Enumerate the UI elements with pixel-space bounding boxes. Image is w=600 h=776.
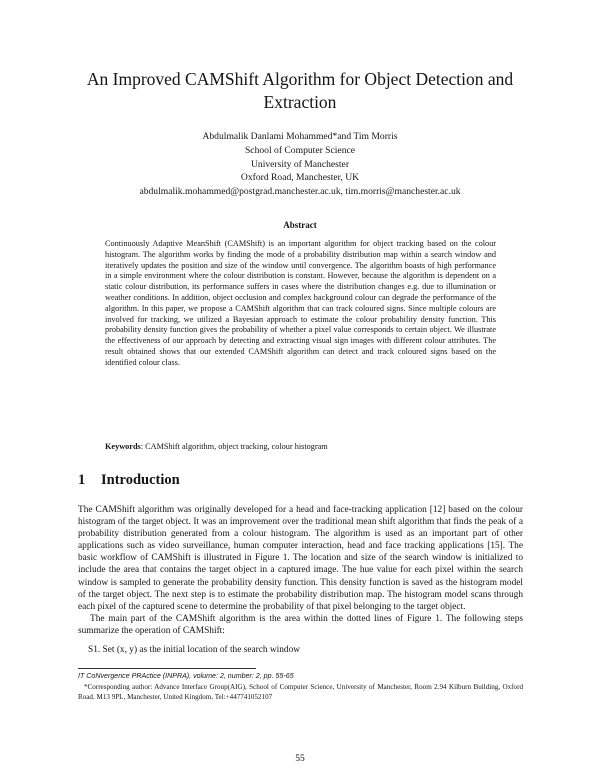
page-number: 55 bbox=[295, 754, 305, 764]
author-university: University of Manchester bbox=[250, 158, 350, 170]
keywords bbox=[105, 441, 496, 452]
step-s1: S1. Set (x, y) as the initial location of the search window bbox=[88, 645, 301, 655]
intro-paragraph-2: The main part of the CAMShift algorithm is the area within the dotted lines of Figure 1. The following steps summarize the operation of CAMShift: bbox=[78, 613, 523, 636]
keywords-label: Keywords bbox=[105, 442, 141, 451]
introduction-body bbox=[78, 504, 523, 637]
section-title: Introduction bbox=[101, 472, 180, 488]
footnotes bbox=[78, 671, 523, 703]
intro-paragraph-1: The CAMShift algorithm was originally developed for a head and face-tracking application [12] based on the colour histogram of the target object. It was an improvement over the traditional mean shift algorithm that finds the peak of a probability distribution generated from a colour histogram. The algorithm is used as an important part of other applications such as video surveillance, human computer interaction, head and face tracking applications [15]. The basic workflow of CAMShift is illustrated in Figure 1. The location and size of the search window is initialized to include the area that contains the target object in a captured image. The hue value for each pixel within the search window is sampled to generate the probability density function. This density function is saved as the histogram model of the target object. The next step is to estimate the probability distribution map. The histogram model scans through each pixel of the captured scene to determine the probability of that pixel belonging to the target object. bbox=[78, 505, 523, 612]
abstract-heading: Abstract bbox=[283, 220, 317, 230]
footnote-divider bbox=[78, 668, 256, 669]
author-emails[interactable]: abdulmalik.mohammed@postgrad.manchester.ac.uk, tim.morris@manchester.ac.uk bbox=[139, 186, 461, 198]
author-block bbox=[40, 130, 560, 199]
author-department: School of Computer Science bbox=[244, 144, 356, 156]
section-number: 1 bbox=[78, 472, 86, 488]
keywords-list: : CAMShift algorithm, object tracking, colour histogram bbox=[140, 442, 328, 451]
footnote-journal: IT CoNvergence PRActice (INPRA), volume: 2, number: 2, pp. 55-65 bbox=[78, 672, 294, 680]
author-names: Abdulmalik Danlami Mohammed*and Tim Morris bbox=[202, 131, 398, 142]
abstract-text: Continuously Adaptive MeanShift (CAMShift) is an important algorithm for object tracking based on the colour histogram. The algorithm works by finding the mode of a probability distribution map within a search window and iteratively updates the position and size of the window until convergence. The algorithm boasts of high performance in a simple environment where the colour distribution is constant. However, because the algorithm is dependent on a static colour distribution, its performance suffers in cases where the distribution changes e.g. due to illumination or weather conditions. In addition, object occlusion and complex background colour can degrade the performance of the algorithm. In this paper, we propose a CAMShift algorithm that can track coloured signs. Since multiple colours are involved for tracking, we utilized a Bayesian approach to estimate the colour probability density function. This probability density function gives the probability of whether a pixel value corresponds to certain object. We illustrate the effectiveness of our approach by detecting and extracting visual sign images with different colour attributes. The result obtained shows that our extended CAMShift algorithm can detect and track coloured signs based on the identified colour class. bbox=[105, 239, 496, 367]
author-address: Oxford Road, Manchester, UK bbox=[240, 172, 360, 184]
paper-title: An Improved CAMShift Algorithm for Object Detection and Extraction bbox=[86, 69, 514, 112]
footnote-corresponding-author: *Corresponding author: Advance Interface Group(AIG), School of Computer Science, University of Manchester, Room 2.94 Kilburn Building, Oxford Road. M13 9PL, Manchester, United Kingdom, Tel:+447741052107 bbox=[78, 682, 523, 701]
section-heading bbox=[78, 472, 180, 489]
